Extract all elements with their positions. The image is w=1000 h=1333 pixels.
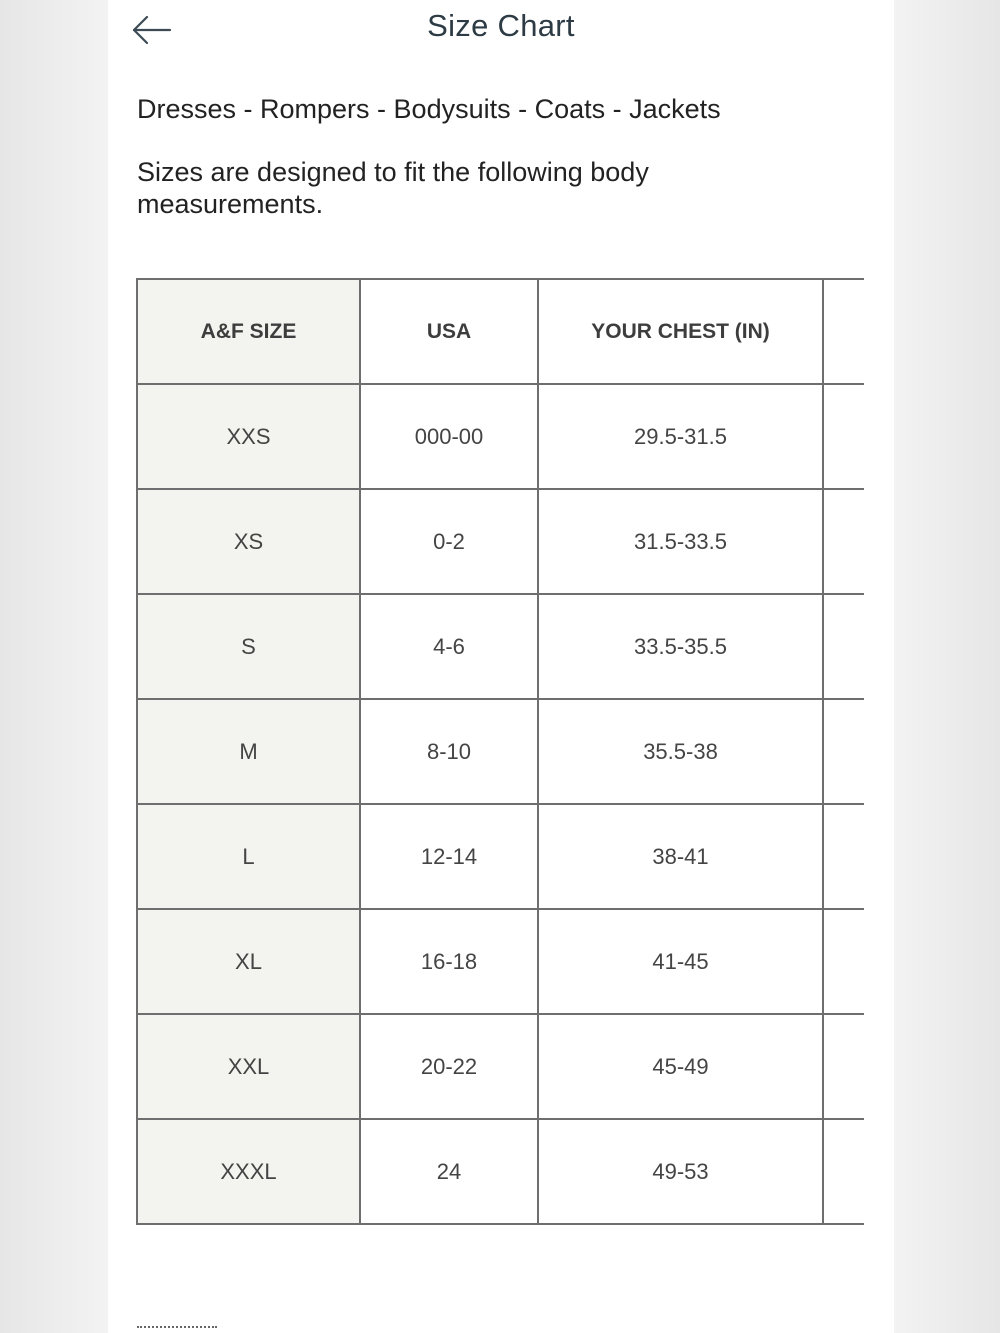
cell-usa: 4-6	[360, 594, 538, 699]
cell-af-size: XXS	[137, 384, 360, 489]
cell-next-column	[823, 1119, 864, 1224]
header-chest: YOUR CHEST (IN)	[538, 279, 823, 384]
next-section-fragment	[137, 1326, 217, 1332]
table-row	[137, 489, 864, 594]
cell-usa: 000-00	[360, 384, 538, 489]
table-row	[137, 594, 864, 699]
cell-next-column	[823, 384, 864, 489]
cell-usa: 0-2	[360, 489, 538, 594]
cell-chest: 49-53	[538, 1119, 823, 1224]
table-header-row	[137, 279, 864, 384]
cell-usa: 8-10	[360, 699, 538, 804]
cell-next-column	[823, 1014, 864, 1119]
intro-text: Sizes are designed to fit the following body measurements.	[137, 157, 649, 219]
cell-chest: 38-41	[538, 804, 823, 909]
cell-chest: 45-49	[538, 1014, 823, 1119]
cell-usa: 20-22	[360, 1014, 538, 1119]
cell-af-size: XXL	[137, 1014, 360, 1119]
header-af-size: A&F SIZE	[137, 279, 360, 384]
cell-af-size: S	[137, 594, 360, 699]
cell-chest: 29.5-31.5	[538, 384, 823, 489]
cell-chest: 41-45	[538, 909, 823, 1014]
cell-next-column	[823, 699, 864, 804]
header-usa: USA	[360, 279, 538, 384]
background-left	[0, 0, 108, 1333]
cell-next-column	[823, 804, 864, 909]
table-row	[137, 1014, 864, 1119]
table-row	[137, 909, 864, 1014]
cell-next-column	[823, 909, 864, 1014]
category-list: Dresses - Rompers - Bodysuits - Coats - Jackets	[137, 94, 721, 124]
size-table	[136, 278, 864, 1225]
cell-af-size: XL	[137, 909, 360, 1014]
table-row	[137, 384, 864, 489]
cell-next-column	[823, 489, 864, 594]
cell-af-size: XXXL	[137, 1119, 360, 1224]
cell-chest: 35.5-38	[538, 699, 823, 804]
cell-usa: 16-18	[360, 909, 538, 1014]
table-row	[137, 1119, 864, 1224]
cell-chest: 33.5-35.5	[538, 594, 823, 699]
cell-usa: 12-14	[360, 804, 538, 909]
cell-af-size: M	[137, 699, 360, 804]
table-row	[137, 699, 864, 804]
cell-chest: 31.5-33.5	[538, 489, 823, 594]
table-row	[137, 804, 864, 909]
size-chart-sheet	[108, 0, 894, 1333]
cell-af-size: XS	[137, 489, 360, 594]
page-title: Size Chart	[427, 8, 575, 43]
cell-usa: 24	[360, 1119, 538, 1224]
cell-af-size: L	[137, 804, 360, 909]
cell-next-column	[823, 594, 864, 699]
background-right	[894, 0, 1000, 1333]
header-next-column	[823, 279, 864, 384]
